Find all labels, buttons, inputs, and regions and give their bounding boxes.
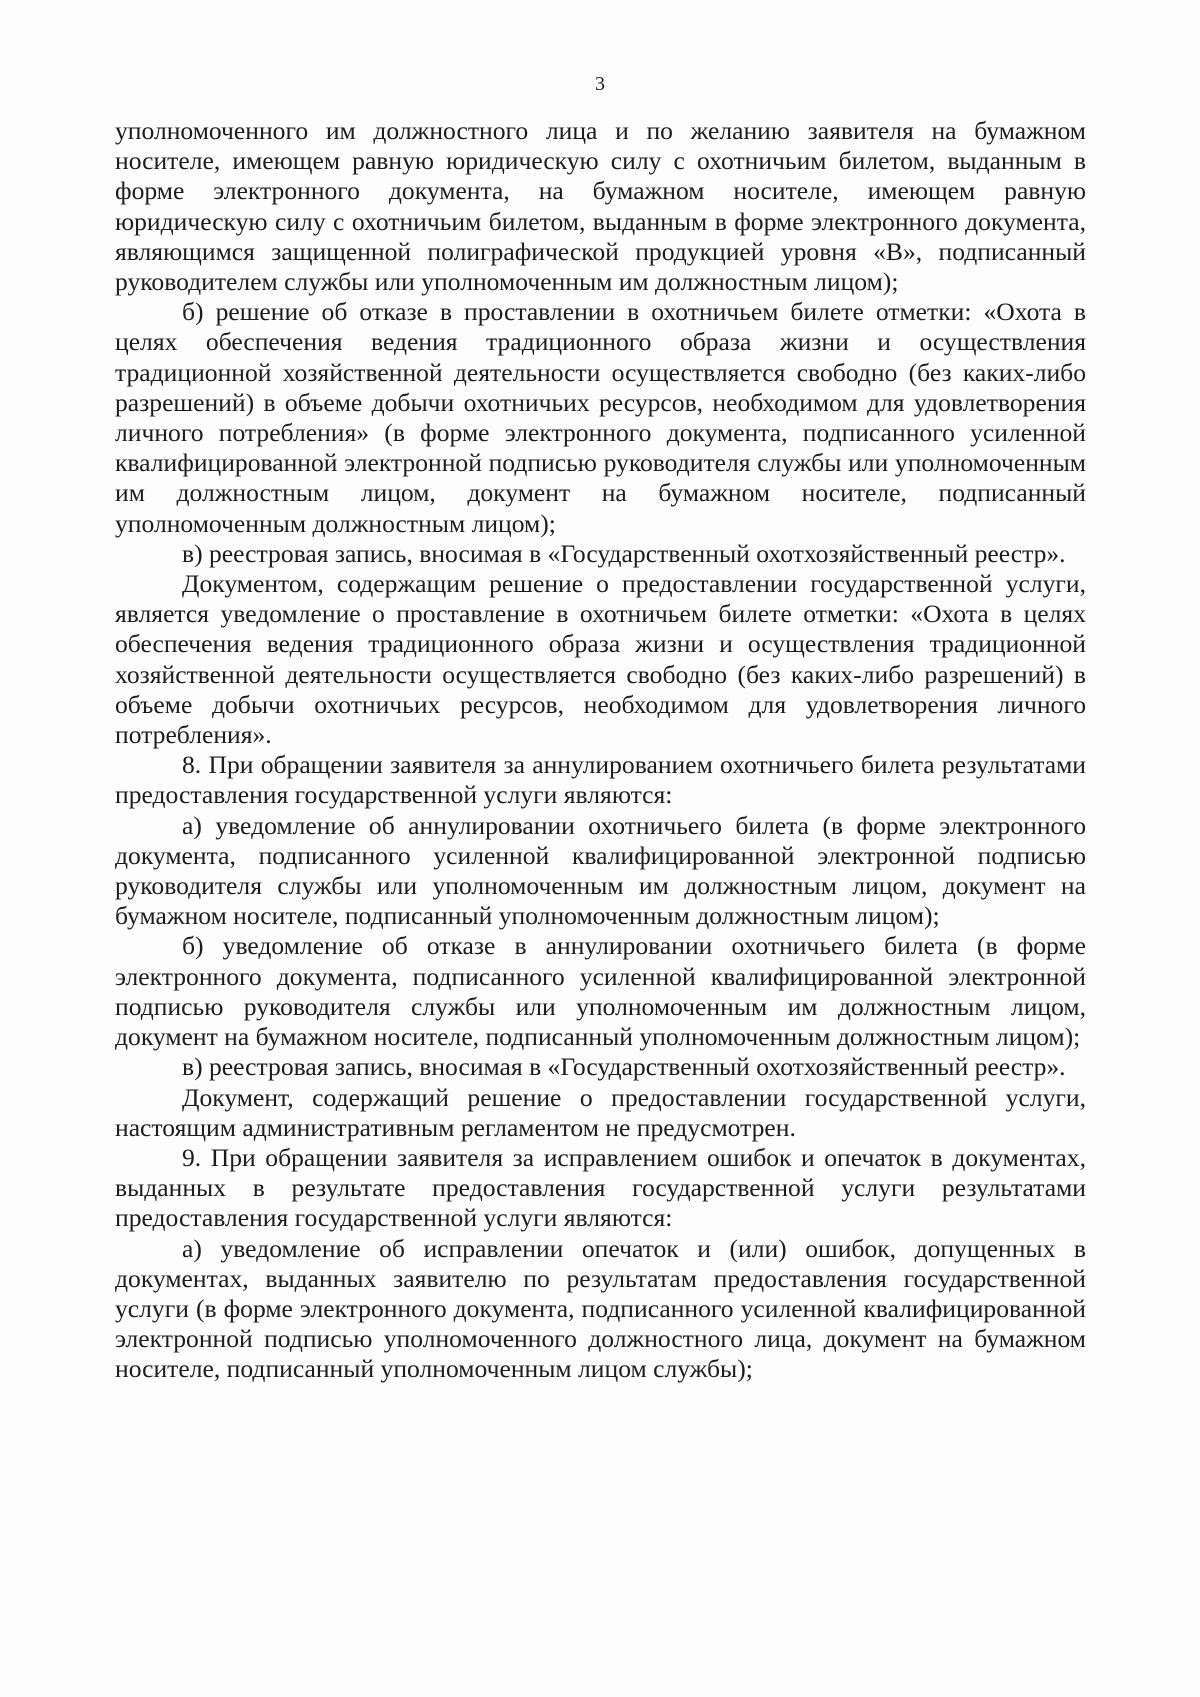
paragraph: в) реестровая запись, вносимая в «Государственный охотхозяйственный реестр». [182,1052,1066,1082]
paragraph: уполномоченного им должностного лица и по желанию заявителя на бумажном носителе, имеющем равную юридическую силу с охотничьим билетом, выданным в форме электронного документа, на бумажном носителе, имеющем равную юридическую силу с охотничьим билетом, выданным в форме электронного документа, являющимся защищенной полиграфической продукцией уровня «В», подписанный руководителем службы или уполномоченным им должностным лицом); [115,116,1086,297]
document-body [115,116,1086,1385]
page-number: 3 [595,73,605,95]
paragraph: в) реестровая запись, вносимая в «Государственный охотхозяйственный реестр». [182,538,1066,568]
paragraph: б) уведомление об отказе в аннулировании охотничьего билета (в форме электронного документа, подписанного усиленной квалифицированной электронной подписью руководителя службы или уполномоченным им должностным лицом, документ на бумажном носителе, подписанный уполномоченным должностным лицом); [115,931,1086,1052]
paragraph: Документ, содержащий решение о предоставлении государственной услуги, настоящим административным регламентом не предусмотрен. [115,1082,1086,1142]
paragraph: б) решение об отказе в проставлении в охотничьем билете отметки: «Охота в целях обеспечения ведения традиционного образа жизни и осуществления традиционной хозяйственной деятельности осуществляется свободно (без каких-либо разрешений) в объеме добычи охотничьих ресурсов, необходимом для удовлетворения личного потребления» (в форме электронного документа, подписанного усиленной квалифицированной электронной подписью руководителя службы или уполномоченным им должностным лицом, документ на бумажном носителе, подписанный уполномоченным должностным лицом); [115,297,1086,538]
paragraph: а) уведомление об аннулировании охотничьего билета (в форме электронного документа, подписанного усиленной квалифицированной электронной подписью руководителя службы или уполномоченным им должностным лицом, документ на бумажном носителе, подписанный уполномоченным должностным лицом); [115,810,1086,931]
paragraph: 9. При обращении заявителя за исправлением ошибок и опечаток в документах, выданных в результате предоставления государственной услуги результатами предоставления государственной услуги являются: [115,1142,1086,1233]
paragraph: Документом, содержащим решение о предоставлении государственной услуги, является уведомление о проставление в охотничьем билете отметки: «Охота в целях обеспечения ведения традиционного образа жизни и осуществления традиционной хозяйственной деятельности осуществляется свободно (без каких-либо разрешений) в объеме добычи охотничьих ресурсов, необходимом для удовлетворения личного потребления». [115,569,1086,750]
paragraph: 8. При обращении заявителя за аннулированием охотничьего билета результатами предоставления государственной услуги являются: [115,750,1086,810]
paragraph: а) уведомление об исправлении опечаток и (или) ошибок, допущенных в документах, выданных заявителю по результатам предоставления государственной услуги (в форме электронного документа, подписанного усиленной квалифицированной электронной подписью уполномоченного должностного лица, документ на бумажном носителе, подписанный уполномоченным лицом службы); [115,1233,1086,1384]
